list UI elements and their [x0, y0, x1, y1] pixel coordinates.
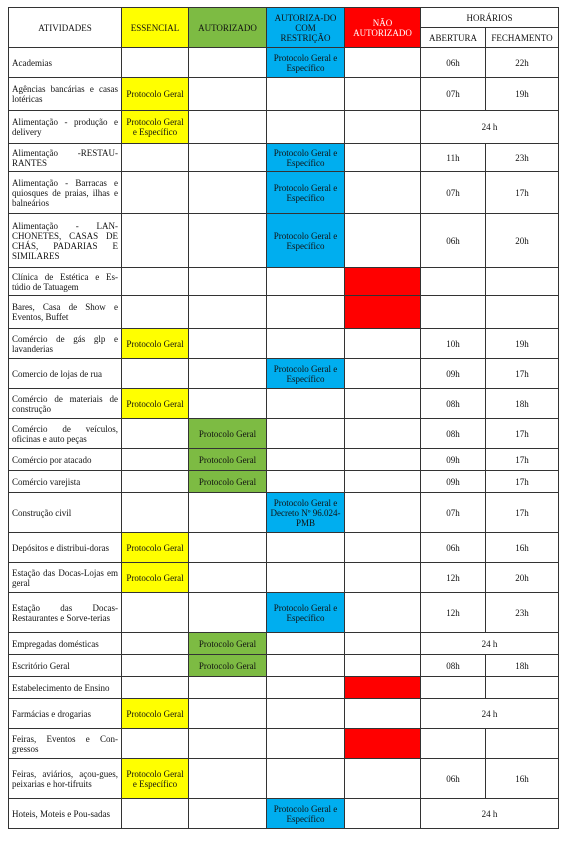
activity-name: Comercio de lojas de rua [9, 359, 122, 389]
table-row [9, 48, 559, 78]
fechamento-cell: 17h [486, 359, 559, 389]
nao-autorizado-cell [345, 493, 421, 533]
table-row [9, 471, 559, 493]
restricao-cell [267, 268, 345, 296]
activity-name: Empregadas domésticas [9, 633, 122, 655]
nao-autorizado-cell [345, 729, 421, 759]
autorizado-cell: Protocolo Geral [189, 633, 267, 655]
restricao-cell: Protocolo Geral e Específico [267, 359, 345, 389]
abertura-cell: 12h [421, 593, 486, 633]
fechamento-cell: 20h [486, 214, 559, 268]
essencial-cell: Protocolo Geral [122, 563, 189, 593]
abertura-cell: 06h [421, 48, 486, 78]
horario-24h: 24 h [421, 111, 559, 144]
table-row [9, 111, 559, 144]
nao-autorizado-cell [345, 759, 421, 799]
table-row [9, 533, 559, 563]
activity-name: Alimentação - Barracas e quiosques de praias, ilhas e balneários [9, 172, 122, 214]
restricao-cell [267, 449, 345, 471]
abertura-cell: 07h [421, 493, 486, 533]
activity-name: Construção civil [9, 493, 122, 533]
restricao-cell: Protocolo Geral e Específico [267, 172, 345, 214]
autorizado-cell [189, 48, 267, 78]
autorizado-cell: Protocolo Geral [189, 449, 267, 471]
activity-name: Alimentação -RESTAU-RANTES [9, 144, 122, 172]
autorizado-cell [189, 329, 267, 359]
activity-name: Farmácias e drogarias [9, 699, 122, 729]
header-fechamento: FECHAMENTO [486, 28, 559, 48]
essencial-cell [122, 471, 189, 493]
essencial-cell: Protocolo Geral [122, 389, 189, 419]
abertura-cell: 08h [421, 655, 486, 677]
table-row [9, 296, 559, 329]
header-essencial: ESSENCIAL [122, 8, 189, 48]
autorizado-cell [189, 111, 267, 144]
essencial-cell [122, 655, 189, 677]
activities-table-container [8, 7, 559, 829]
activity-name: Comércio de materiais de construção [9, 389, 122, 419]
fechamento-cell: 16h [486, 533, 559, 563]
essencial-cell: Protocolo Geral e Específico [122, 759, 189, 799]
fechamento-cell: 17h [486, 172, 559, 214]
essencial-cell [122, 799, 189, 829]
activity-name: Comércio por atacado [9, 449, 122, 471]
essencial-cell [122, 449, 189, 471]
nao-autorizado-cell [345, 48, 421, 78]
table-row [9, 449, 559, 471]
restricao-cell [267, 759, 345, 799]
table-row [9, 759, 559, 799]
table-row [9, 214, 559, 268]
nao-autorizado-cell [345, 172, 421, 214]
essencial-cell [122, 729, 189, 759]
fechamento-cell: 17h [486, 449, 559, 471]
autorizado-cell [189, 593, 267, 633]
restricao-cell [267, 419, 345, 449]
restricao-cell: Protocolo Geral e Decreto Nº 96.024-PMB [267, 493, 345, 533]
restricao-cell: Protocolo Geral e Específico [267, 214, 345, 268]
abertura-cell: 07h [421, 78, 486, 111]
table-row [9, 699, 559, 729]
header-nao-autorizado: NÃO AUTORIZADO [345, 8, 421, 48]
nao-autorizado-cell [345, 533, 421, 563]
fechamento-cell: 16h [486, 759, 559, 799]
header-abertura: ABERTURA [421, 28, 486, 48]
autorizado-cell: Protocolo Geral [189, 655, 267, 677]
autorizado-cell [189, 493, 267, 533]
autorizado-cell: Protocolo Geral [189, 471, 267, 493]
activity-name: Alimentação - produção e delivery [9, 111, 122, 144]
fechamento-cell: 22h [486, 48, 559, 78]
nao-autorizado-cell [345, 593, 421, 633]
abertura-cell [421, 729, 486, 759]
activity-name: Clínica de Estética e Es-túdio de Tatuagem [9, 268, 122, 296]
abertura-cell: 08h [421, 419, 486, 449]
activity-name: Estabelecimento de Ensino [9, 677, 122, 699]
nao-autorizado-cell [345, 214, 421, 268]
fechamento-cell: 17h [486, 419, 559, 449]
abertura-cell: 06h [421, 214, 486, 268]
abertura-cell: 09h [421, 359, 486, 389]
restricao-cell [267, 633, 345, 655]
horario-24h: 24 h [421, 699, 559, 729]
autorizado-cell [189, 144, 267, 172]
fechamento-cell [486, 268, 559, 296]
nao-autorizado-cell [345, 699, 421, 729]
activity-name: Agências bancárias e casas lotéricas [9, 78, 122, 111]
restricao-cell: Protocolo Geral e Específico [267, 799, 345, 829]
abertura-cell: 09h [421, 449, 486, 471]
fechamento-cell: 19h [486, 78, 559, 111]
nao-autorizado-cell [345, 329, 421, 359]
table-row [9, 729, 559, 759]
essencial-cell: Protocolo Geral [122, 533, 189, 563]
essencial-cell [122, 144, 189, 172]
abertura-cell [421, 268, 486, 296]
essencial-cell: Protocolo Geral [122, 78, 189, 111]
nao-autorizado-cell [345, 111, 421, 144]
table-row [9, 78, 559, 111]
autorizado-cell [189, 214, 267, 268]
restricao-cell [267, 329, 345, 359]
essencial-cell [122, 419, 189, 449]
essencial-cell [122, 172, 189, 214]
autorizado-cell [189, 296, 267, 329]
restricao-cell [267, 563, 345, 593]
fechamento-cell [486, 677, 559, 699]
nao-autorizado-cell [345, 449, 421, 471]
activity-name: Comércio de veículos, oficinas e auto peças [9, 419, 122, 449]
table-row [9, 655, 559, 677]
restricao-cell [267, 699, 345, 729]
essencial-cell [122, 493, 189, 533]
autorizado-cell [189, 268, 267, 296]
essencial-cell [122, 296, 189, 329]
table-row [9, 677, 559, 699]
restricao-cell: Protocolo Geral e Específico [267, 48, 345, 78]
essencial-cell [122, 677, 189, 699]
activities-schedule-table [8, 7, 559, 829]
fechamento-cell [486, 729, 559, 759]
header-autorizado-com-restricao: AUTORIZA-DO COM RESTRIÇÃO [267, 8, 345, 48]
fechamento-cell: 18h [486, 389, 559, 419]
autorizado-cell [189, 389, 267, 419]
autorizado-cell [189, 78, 267, 111]
table-row [9, 359, 559, 389]
autorizado-cell [189, 533, 267, 563]
header-autorizado: AUTORIZADO [189, 8, 267, 48]
autorizado-cell: Protocolo Geral [189, 419, 267, 449]
autorizado-cell [189, 359, 267, 389]
activity-name: Hoteis, Moteis e Pou-sadas [9, 799, 122, 829]
abertura-cell: 08h [421, 389, 486, 419]
restricao-cell [267, 111, 345, 144]
nao-autorizado-cell [345, 144, 421, 172]
nao-autorizado-cell [345, 563, 421, 593]
nao-autorizado-cell [345, 799, 421, 829]
fechamento-cell [486, 296, 559, 329]
restricao-cell [267, 677, 345, 699]
table-row [9, 144, 559, 172]
nao-autorizado-cell [345, 296, 421, 329]
table-body [9, 48, 559, 829]
essencial-cell: Protocolo Geral [122, 329, 189, 359]
restricao-cell: Protocolo Geral e Específico [267, 593, 345, 633]
activity-name: Feiras, Eventos e Con-gressos [9, 729, 122, 759]
activity-name: Comércio varejista [9, 471, 122, 493]
essencial-cell [122, 48, 189, 78]
nao-autorizado-cell [345, 389, 421, 419]
restricao-cell [267, 655, 345, 677]
activity-name: Estação das Docas-Restaurantes e Sorve-terias [9, 593, 122, 633]
activity-name: Feiras, aviários, açou-gues, peixarias e hor-tifruits [9, 759, 122, 799]
fechamento-cell: 18h [486, 655, 559, 677]
abertura-cell [421, 677, 486, 699]
activity-name: Comércio de gás glp e lavanderias [9, 329, 122, 359]
restricao-cell [267, 389, 345, 419]
horario-24h: 24 h [421, 633, 559, 655]
abertura-cell [421, 296, 486, 329]
header-atividades: ATIVIDADES [9, 8, 122, 48]
restricao-cell [267, 471, 345, 493]
nao-autorizado-cell [345, 633, 421, 655]
fechamento-cell: 19h [486, 329, 559, 359]
table-row [9, 799, 559, 829]
abertura-cell: 10h [421, 329, 486, 359]
essencial-cell [122, 593, 189, 633]
header-horarios: HORÁRIOS [421, 8, 559, 28]
fechamento-cell: 17h [486, 493, 559, 533]
activity-name: Depósitos e distribui-doras [9, 533, 122, 563]
abertura-cell: 07h [421, 172, 486, 214]
autorizado-cell [189, 699, 267, 729]
table-row [9, 633, 559, 655]
abertura-cell: 06h [421, 533, 486, 563]
table-row [9, 329, 559, 359]
essencial-cell [122, 633, 189, 655]
nao-autorizado-cell [345, 655, 421, 677]
abertura-cell: 11h [421, 144, 486, 172]
essencial-cell [122, 214, 189, 268]
nao-autorizado-cell [345, 359, 421, 389]
restricao-cell [267, 533, 345, 563]
restricao-cell [267, 729, 345, 759]
essencial-cell: Protocolo Geral [122, 699, 189, 729]
activity-name: Alimentação - LAN-CHONETES, CASAS DE CHÁS, PADARIAS E SIMILARES [9, 214, 122, 268]
essencial-cell: Protocolo Geral e Específico [122, 111, 189, 144]
table-row [9, 593, 559, 633]
horario-24h: 24 h [421, 799, 559, 829]
restricao-cell [267, 78, 345, 111]
nao-autorizado-cell [345, 419, 421, 449]
table-row [9, 493, 559, 533]
autorizado-cell [189, 759, 267, 799]
nao-autorizado-cell [345, 268, 421, 296]
table-row [9, 563, 559, 593]
autorizado-cell [189, 799, 267, 829]
nao-autorizado-cell [345, 471, 421, 493]
activity-name: Escritório Geral [9, 655, 122, 677]
table-row [9, 268, 559, 296]
essencial-cell [122, 359, 189, 389]
activity-name: Academias [9, 48, 122, 78]
restricao-cell: Protocolo Geral e Específico [267, 144, 345, 172]
autorizado-cell [189, 172, 267, 214]
activity-name: Bares, Casa de Show e Eventos, Buffet [9, 296, 122, 329]
nao-autorizado-cell [345, 677, 421, 699]
autorizado-cell [189, 729, 267, 759]
abertura-cell: 09h [421, 471, 486, 493]
restricao-cell [267, 296, 345, 329]
fechamento-cell: 23h [486, 144, 559, 172]
nao-autorizado-cell [345, 78, 421, 111]
autorizado-cell [189, 677, 267, 699]
table-row [9, 419, 559, 449]
table-row [9, 389, 559, 419]
abertura-cell: 06h [421, 759, 486, 799]
fechamento-cell: 23h [486, 593, 559, 633]
autorizado-cell [189, 563, 267, 593]
fechamento-cell: 20h [486, 563, 559, 593]
activity-name: Estação das Docas-Lojas em geral [9, 563, 122, 593]
essencial-cell [122, 268, 189, 296]
fechamento-cell: 17h [486, 471, 559, 493]
abertura-cell: 12h [421, 563, 486, 593]
table-row [9, 172, 559, 214]
